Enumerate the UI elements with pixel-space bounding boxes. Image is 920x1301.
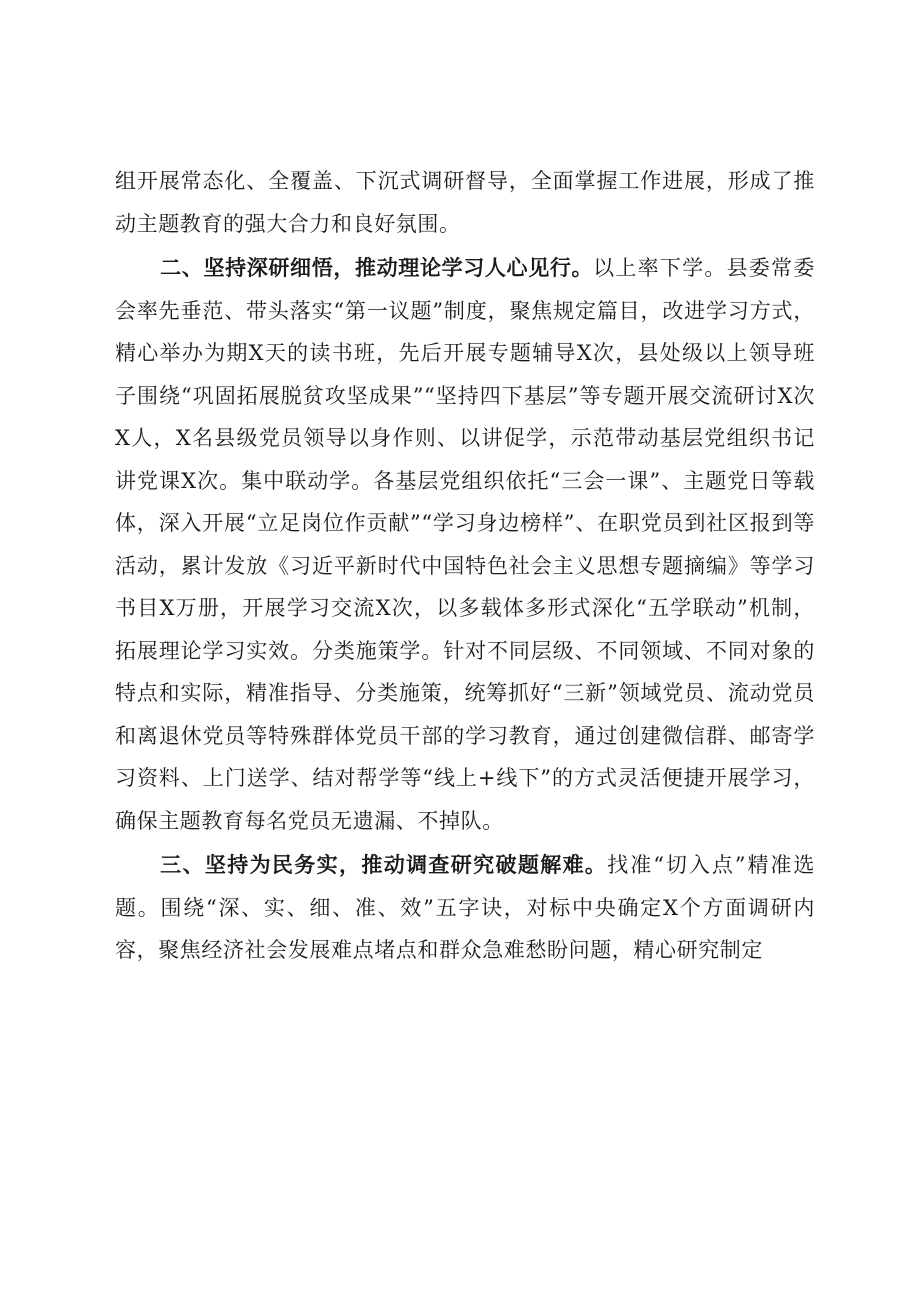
paragraph-text: 以上率下学。县委常委会率先垂范、带头落实“第一议题”制度，聚焦规定篇目，改进学习方式，精心举办为期X天的读书班，先后开展专题辅导X次，县处级以上领导班子围绕“巩固拓展脱贫攻坚成果”“坚持四下基层”等专题开展交流研讨X次X人，X名县级党员领导以身作则、以讲促学，示范带动基层党组织书记讲党课X次。集中联动学。各基层党组织依托“三会一课”、主题党日等载体，深入开展“立足岗位作贡献”“学习身边榜样”、在职党员到社区报到等活动，累计发放《习近平新时代中国特色社会主义思想专题摘编》等学习书目X万册，开展学习交流X次，以多载体多形式深化“五学联动”机制，拓展理论学习实效。分类施策学。针对不同层级、不同领域、不同对象的特点和实际，精准指导、分类施策，统筹抓好“三新”领域党员、流动党员和离退休党员等特殊群体党员干部的学习教育，通过创建微信群、邮寄学习资料、上门送学、结对帮学等“线上+线下”的方式灵活便捷开展学习，确保主题教育每名党员无遗漏、不掉队。	[115, 256, 816, 833]
paragraph-section-three	[115, 844, 815, 972]
section-heading: 二、坚持深研细悟，推动理论学习人心见行。	[160, 256, 594, 280]
section-heading: 三、坚持为民务实，推动调查研究破题解难。	[160, 853, 608, 877]
paragraph-continuation	[115, 160, 815, 245]
paragraph-section-two	[115, 247, 815, 842]
paragraph-text: 组开展常态化、全覆盖、下沉式调研督导，全面掌握工作进展，形成了推动主题教育的强大合力和良好氛围。	[115, 169, 815, 236]
paragraph-text: 找准“切入点”精准选题。围绕“深、实、细、准、效”五字诀，对标中央确定X个方面调研内容，聚焦经济社会发展难点堵点和群众急难愁盼问题，精心研究制定	[115, 853, 815, 962]
document-body	[115, 160, 815, 972]
